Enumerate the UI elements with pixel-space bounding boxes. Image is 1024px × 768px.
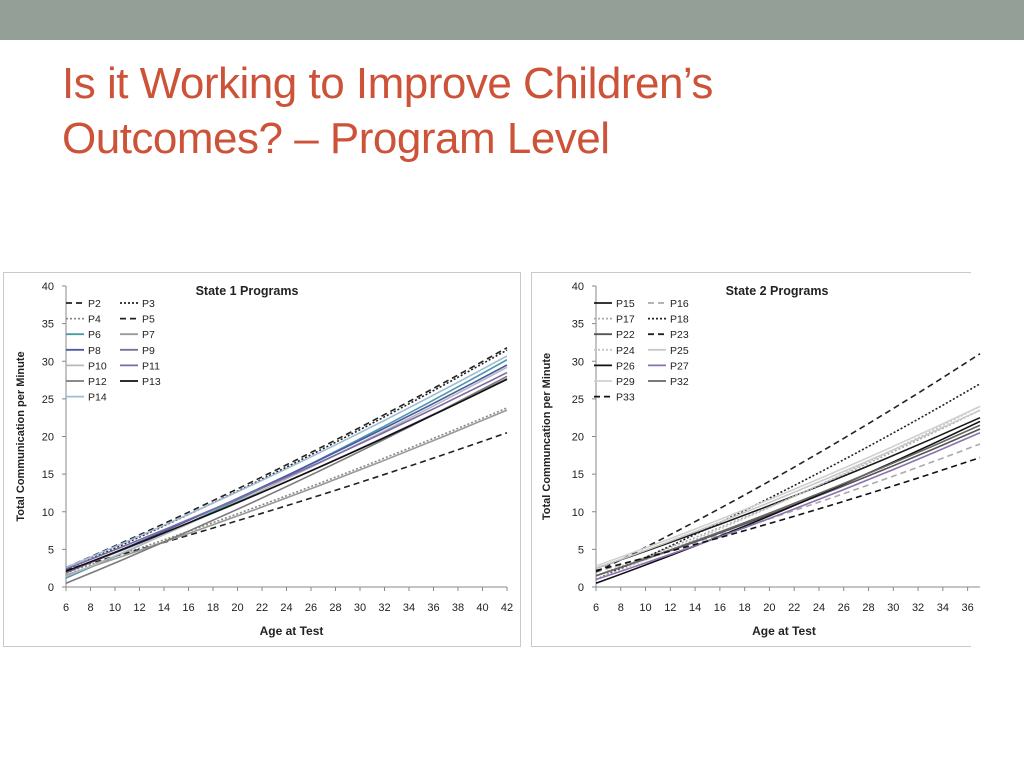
state-1-x-tick-label: 34	[402, 602, 416, 614]
state-1-x-tick-label: 18	[206, 602, 220, 614]
state-1-x-tick-label: 40	[476, 602, 489, 614]
state-2-x-tick-label: 30	[887, 602, 900, 614]
state-1-x-tick-label: 38	[451, 602, 465, 614]
state-2-legend-label-p32: P32	[670, 376, 689, 388]
state-1-chart-title: State 1 Programs	[195, 284, 299, 298]
state-1-legend-label-p6: P6	[88, 329, 101, 342]
state-1-y-tick-label: 25	[41, 393, 54, 406]
state-1-legend-label-p7: P7	[142, 329, 155, 342]
state-2-x-tick-label: 8	[617, 602, 624, 614]
state-2-x-tick-label: 34	[936, 602, 949, 614]
state-2-legend-label-p27: P27	[670, 360, 689, 373]
state-1-x-tick-label: 36	[427, 602, 440, 614]
state-1-y-tick-label: 5	[47, 544, 54, 557]
slide-title	[62, 56, 982, 166]
state-1-legend-label-p14: P14	[88, 391, 107, 404]
state-1-x-tick-label: 6	[62, 602, 70, 614]
state-2-y-tick-label: 25	[571, 393, 584, 406]
state-2-x-tick-label: 12	[664, 602, 677, 614]
state-2-legend-label-p24: P24	[616, 344, 635, 357]
state-2-y-tick-label: 0	[577, 582, 584, 594]
state-1-x-axis-label: Age at Test	[259, 624, 324, 638]
state-2-y-tick-label: 20	[571, 431, 584, 444]
state-2-x-tick-label: 18	[738, 602, 751, 614]
state-2-x-tick-label: 6	[592, 602, 600, 614]
state-1-x-tick-label: 32	[378, 602, 391, 614]
state-2-legend-label-p26: P26	[616, 360, 635, 373]
state-2-y-tick-label: 40	[571, 281, 584, 293]
state-1-chart	[4, 273, 522, 648]
state-2-x-tick-label: 24	[812, 602, 826, 614]
state-1-y-tick-label: 30	[41, 356, 54, 369]
state-2-legend-label-p23: P23	[670, 329, 689, 342]
state-2-x-tick-label: 36	[961, 602, 974, 614]
state-1-x-tick-label: 30	[353, 602, 367, 614]
state-1-x-tick-label: 20	[231, 602, 244, 614]
state-2-x-tick-label: 10	[639, 602, 652, 614]
state-1-series-line-p3	[66, 350, 507, 570]
state-1-y-tick-label: 40	[41, 281, 54, 293]
state-2-x-tick-label: 28	[862, 602, 875, 614]
state-2-series-line-p23	[596, 354, 980, 572]
slide-top-bar	[0, 0, 1024, 40]
state-1-legend-label-p10: P10	[88, 360, 107, 373]
state-2-x-tick-label: 16	[713, 602, 726, 614]
state-2-legend-label-p29: P29	[616, 376, 635, 388]
state-2-series-line-p29	[596, 406, 980, 566]
state-2-legend-label-p17: P17	[616, 313, 635, 326]
state-2-series-line-p26	[596, 421, 980, 583]
state-2-x-tick-label: 20	[763, 602, 776, 614]
state-1-x-tick-label: 28	[329, 602, 342, 614]
state-1-x-tick-label: 8	[87, 602, 94, 614]
state-1-y-tick-label: 20	[41, 431, 54, 444]
state-1-series-group	[66, 348, 507, 584]
state-1-legend-label-p12: P12	[88, 376, 107, 388]
state-2-legend-label-p22: P22	[616, 329, 635, 342]
state-2-y-tick-label: 10	[571, 506, 584, 519]
state-1-legend-label-p8: P8	[88, 344, 101, 357]
state-2-legend-label-p15: P15	[616, 298, 635, 310]
state-1-series-line-p14	[66, 356, 507, 567]
state-1-legend-label-p9: P9	[142, 344, 155, 357]
state-1-legend-label-p13: P13	[142, 376, 161, 388]
state-2-x-tick-label: 14	[688, 602, 702, 614]
state-1-legend-label-p5: P5	[142, 313, 155, 326]
state-2-x-axis-label: Age at Test	[752, 624, 816, 638]
slide-title-line-2: Outcomes? – Program Level	[62, 114, 610, 163]
state-1-legend-label-p4: P4	[88, 313, 101, 326]
state-2-chart-title: State 2 Programs	[725, 284, 829, 298]
state-1-x-tick-label: 26	[304, 602, 318, 614]
state-2-y-axis-label: Total Communcation per Minute	[541, 352, 553, 521]
state-1-legend-label-p11: P11	[142, 360, 160, 373]
state-1-legend-label-p2: P2	[88, 298, 101, 310]
state-2-legend-label-p33: P33	[616, 391, 635, 404]
state-1-x-tick-label: 12	[133, 602, 146, 614]
state-1-x-tick-label: 42	[500, 602, 514, 614]
state-2-legend-label-p25: P25	[670, 344, 689, 357]
state-2-x-tick-label: 26	[837, 602, 850, 614]
state-2-x-tick-label: 22	[788, 602, 801, 614]
state-1-y-axis-label: Total Communication per Minute	[15, 351, 27, 522]
state-1-x-tick-label: 22	[255, 602, 269, 614]
state-2-series-line-p18	[596, 384, 980, 580]
state-2-y-tick-label: 15	[571, 469, 584, 482]
state-2-y-tick-label: 30	[571, 356, 584, 369]
state-1-x-tick-label: 14	[157, 602, 171, 614]
state-1-x-tick-label: 10	[108, 602, 122, 614]
state-1-y-tick-label: 10	[41, 506, 54, 519]
slide-title-line-1: Is it Working to Improve Children’s	[62, 59, 713, 108]
state-2-legend-label-p18: P18	[670, 313, 689, 326]
state-2-chart-panel	[531, 272, 974, 647]
state-1-x-tick-label: 16	[182, 602, 195, 614]
state-2-y-tick-label: 35	[571, 318, 584, 331]
state-2-chart	[532, 273, 972, 648]
state-1-x-tick-label: 24	[280, 602, 293, 614]
state-2-series-group	[596, 354, 980, 584]
state-1-chart-panel	[3, 272, 521, 647]
state-1-y-tick-label: 0	[47, 582, 54, 594]
state-1-legend-label-p3: P3	[142, 298, 155, 310]
state-2-x-tick-label: 32	[911, 602, 925, 614]
state-1-y-tick-label: 15	[41, 469, 54, 482]
state-1-y-tick-label: 35	[41, 318, 54, 331]
state-2-legend-label-p16: P16	[670, 298, 689, 310]
state-2-y-tick-label: 5	[577, 544, 584, 557]
